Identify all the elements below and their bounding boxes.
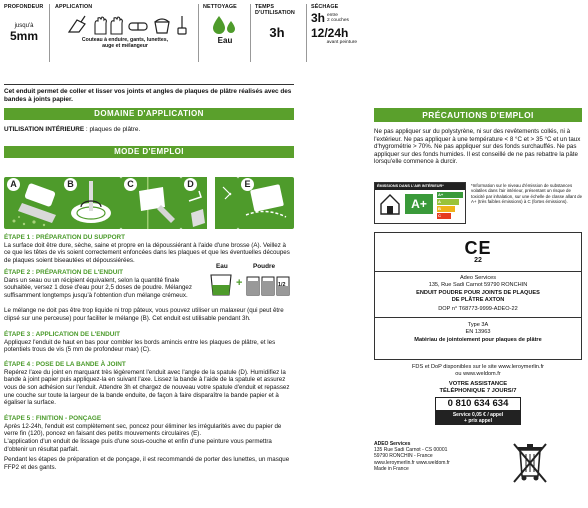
precautions-text: Ne pas appliquer sur du polystyrène, ni sur des revêtements collés, ni à l'extérieur. Ne pas appliquer à une température < 8 °C et > 35 °C et un taux d'hygrométrie > 70%. Ne pas appliquer sur des fonds surchauffés. Ne pas appliquer sur des fonds humides. Il est conseillé de ne pas rebattre la pâte lorsqu'elle commence à durcir. <box>374 128 581 166</box>
depth-title: PROFONDEUR <box>4 4 44 10</box>
powder-cup-icon-2 <box>262 277 274 295</box>
trowel-icon <box>69 16 85 32</box>
depth-sub: jusqu'à <box>14 22 34 29</box>
ce-year: 22 <box>474 257 482 264</box>
goggles-icon <box>129 23 147 30</box>
house-icon <box>379 193 401 215</box>
footer-company: ADEO Services <box>374 441 411 447</box>
bucket-icon <box>155 19 169 33</box>
picto-b <box>61 177 121 229</box>
picto-c <box>121 177 181 229</box>
fds-line2: ou www.weldom.fr <box>455 371 501 377</box>
step-2b <box>4 307 294 322</box>
ratio-half: 1/2 <box>278 282 286 288</box>
fds-info <box>374 364 582 378</box>
step-1 <box>4 234 294 265</box>
drying-v1-note1: entre <box>327 12 338 18</box>
header-cleaning <box>203 4 247 45</box>
step-2-title: ÉTAPE 2 : PRÉPARATION DE L'ENDUIT <box>4 269 124 276</box>
tools-icons <box>67 14 197 36</box>
step-5 <box>4 415 294 471</box>
precautions-header: PRÉCAUTIONS D'EMPLOI <box>374 108 582 122</box>
depth-value: 5mm <box>9 28 38 43</box>
step-4 <box>4 361 294 407</box>
picto-e <box>238 177 294 229</box>
step-3-text: Appliquez l'enduit de haut en bas pour combler les bords amincis entre les plaques de plâtre, et les potentiels trous de vis (5 mm de profondeur max) (C). <box>4 338 276 354</box>
water-drops-icon <box>211 14 239 36</box>
picto-d-letter: D <box>184 178 197 191</box>
drying-v1: 3h <box>311 10 326 25</box>
weee-bin-icon <box>510 440 550 484</box>
assistance-phone[interactable]: 0 810 634 634 <box>435 397 521 411</box>
emissions-scale <box>437 192 463 219</box>
step-4-text: Repérez l'axe du joint en marquant très légèrement l'enduit avec l'angle de la spatule (D). Humidifiez la bande à joint papier puis appliquez-la en suivant l'axe. Lissez la bande à l'aide de la spatule et assurez vous de son adhésion sur l'enduit. Attendre 3h et chargez de nouveau votre spatule d'enduit et repassez une couche sur toute la largeur de la bande enduite, de façon à faire disparaître la bande papier et à égaliser la surface. <box>4 368 290 407</box>
picto-c-letter: C <box>124 178 137 191</box>
scale-a-plus: A+ <box>437 192 463 198</box>
time-value: 3h <box>269 25 285 40</box>
powder-cup-icon-1 <box>247 277 259 295</box>
ce-product-line2: DE PLÂTRE AXTON <box>451 296 505 303</box>
step-5-text2: L'application d'un enduit de lissage puis d'une sous-couche et enfin d'une peinture vous permettra d'obtenir un résultat parfait. <box>4 437 272 453</box>
footer-line2: 59790 RONCHIN - France <box>374 453 433 460</box>
step-5-text3: Pendant les étapes de préparation et de ponçage, il est recommandé de porter des lunettes, un masque FFP2 et des gants. <box>4 456 290 471</box>
ratio-diagram <box>205 263 295 303</box>
ce-mark: CE <box>464 238 492 258</box>
step-2-text: Dans un seau ou un récipient équivalent, selon la quantité finale souhaitée, versez 1 dose d'eau pour 2,5 doses de poudre. Mélangez suffisamment longtemps jusqu'à l'obtention d'un mélange crémeux. <box>4 276 192 299</box>
step-5-text: Après 12-24h, l'enduit est complètement sec, poncez pour éliminer les irrégularités avec du papier de verre fin (120), poncez en faisant des petits mouvements circulaires (E). <box>4 422 282 438</box>
assistance-price1: Service 0,05 € / appel <box>452 412 504 418</box>
picto-a <box>4 177 65 229</box>
ce-address: 135, Rue Sadi Carnot 59790 RONCHIN <box>428 281 528 288</box>
mode-header: MODE D'EMPLOI <box>4 146 294 158</box>
cleaning-value: Eau <box>217 35 233 45</box>
drying-title: SÉCHAGE <box>311 4 339 10</box>
drying-v2-note: avant peinture <box>326 39 357 45</box>
scale-a: A <box>437 199 459 205</box>
ce-dop: DOP n° T68773-9999-ADEO-22 <box>438 305 518 312</box>
picto-e-letter: E <box>241 178 254 191</box>
ratio-powder-label: Poudre <box>253 263 276 270</box>
time-title-line1: TEMPS <box>255 4 275 10</box>
assistance-phone-block <box>435 397 521 411</box>
scale-c: C <box>437 213 451 219</box>
drying-v2: 12/24h <box>311 25 349 40</box>
cleaning-title: NETTOYAGE <box>203 4 237 10</box>
step-2 <box>4 269 200 300</box>
assistance <box>424 381 532 425</box>
step-3 <box>4 331 294 354</box>
time-title-line2: D'UTILISATION <box>255 10 295 16</box>
gloves-icon <box>95 17 122 34</box>
emissions-label <box>374 182 466 224</box>
ratio-plus: + <box>236 277 243 289</box>
ce-company: Adeo Services <box>459 274 497 281</box>
footer-line1: 135 Rue Sadi Carnot - CS 00001 <box>374 447 448 454</box>
emissions-grade: A+ <box>405 194 433 214</box>
mixer-icon <box>178 16 186 34</box>
step-1-text: La surface doit être dure, sèche, saine et propre en la dépoussiérant à l'aide d'une brosse (A). Veillez à ce que les têtes de vis soient correctement enfoncées dans les plaques et que les éventuelles découpes de plaques soient biseautées et dépoussiérées. <box>4 241 290 264</box>
intro-text: Cet enduit permet de coller et lisser vos joints et angles de plaques de plâtre réalisés avec des bandes à joints papier. <box>4 88 292 103</box>
step-5-title: ÉTAPE 5 : FINITION - PONÇAGE <box>4 415 102 422</box>
header-application <box>55 4 195 49</box>
ce-norm: EN 13963 <box>465 329 491 336</box>
header-depth <box>4 4 44 42</box>
step-2-text2: Le mélange ne doit pas être trop liquide ni trop pâteux, vous pouvez utiliser un malaxeur (qui peut être clipsé sur une perceuse) pour faciliter le mélange (B). Cet enduit est utilisable pendant 3h. <box>4 307 284 322</box>
emissions-title: ÉMISSIONS DANS L'AIR INTÉRIEUR* <box>375 183 465 190</box>
domain-text: : plaques de plâtre. <box>84 126 141 133</box>
application-title: APPLICATION <box>55 4 93 10</box>
emissions-note: *Information sur le niveau d'émission de substances volatiles dans l'air intérieur, présentant un risque de toxicité par inhalation, sur une échelle de classe allant de A+ (très faibles émissions) à C (fortes émissions). <box>471 183 583 205</box>
picto-d <box>181 177 238 229</box>
scale-b: B <box>437 206 455 212</box>
assistance-price2: + prix appel <box>464 418 492 424</box>
application-desc-line2: auge et mélangeur <box>102 42 148 49</box>
header-drying <box>311 4 371 45</box>
footer-address <box>374 441 494 472</box>
ce-box <box>374 232 582 360</box>
step-1-title: ÉTAPE 1 : PRÉPARATION DU SUPPORT <box>4 234 126 241</box>
ce-material: Matériau de jointoiement pour plaques de plâtre <box>414 336 542 343</box>
domain-label: UTILISATION INTÉRIEURE <box>4 126 85 133</box>
footer-line3: www.leroymerlin.fr www.weldom.fr <box>374 459 450 466</box>
drying-v1-note2: 2 couches <box>327 17 349 23</box>
assistance-title1: VOTRE ASSISTANCE <box>448 381 508 387</box>
picto-b-letter: B <box>64 178 77 191</box>
domain-line <box>4 126 294 134</box>
domain-header: DOMAINE D'APPLICATION <box>4 108 294 120</box>
ce-type: Type 3A <box>467 321 489 328</box>
ratio-water-label: Eau <box>216 263 228 270</box>
step-3-title: ÉTAPE 3 : APPLICATION DE L'ENDUIT <box>4 331 121 338</box>
footer-made: Made in France <box>374 465 409 472</box>
assistance-title2: TÉLÉPHONIQUE 7 JOURS/7 <box>439 388 517 394</box>
picto-a-letter: A <box>7 178 20 191</box>
step-4-title: ÉTAPE 4 : POSE DE LA BANDE À JOINT <box>4 361 126 368</box>
water-cup-icon <box>211 275 231 295</box>
fds-line1: FDS et DoP disponibles sur le site www.leroymerlin.fr <box>411 364 545 370</box>
application-desc-line1: Couteau à enduire, gants, lunettes, <box>81 36 169 43</box>
header-time <box>255 4 299 41</box>
ce-product-line1: ENDUIT POUDRE POUR JOINTS DE PLAQUES <box>416 289 540 296</box>
